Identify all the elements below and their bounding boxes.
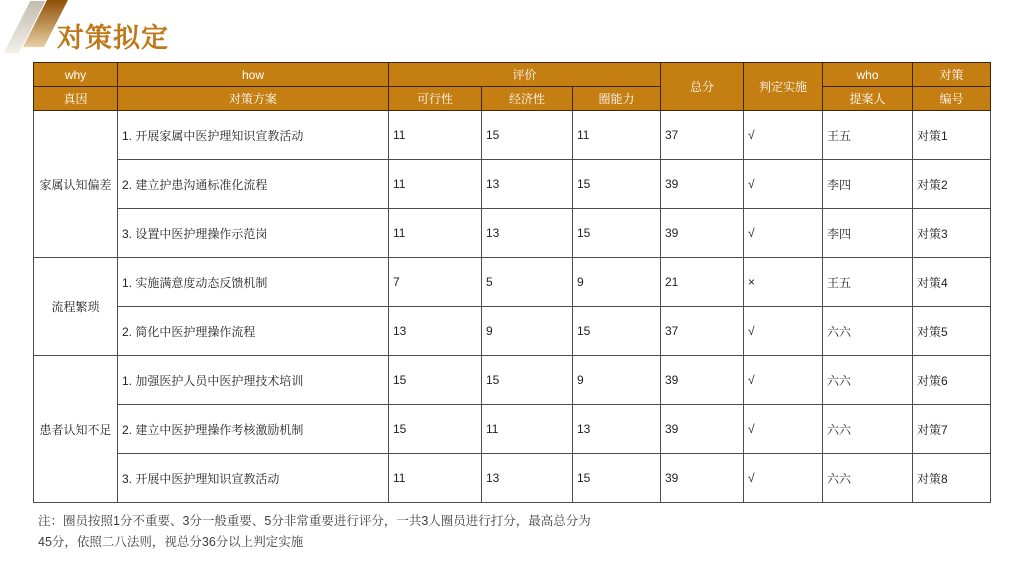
col-plan: 对策方案 xyxy=(118,87,389,111)
total-cell: 21 xyxy=(661,258,744,307)
feasibility-cell: 13 xyxy=(389,307,482,356)
proposer-cell: 王五 xyxy=(823,258,913,307)
number-cell: 对策5 xyxy=(913,307,991,356)
plan-cell: 2. 简化中医护理操作流程 xyxy=(118,307,389,356)
economy-cell: 5 xyxy=(482,258,573,307)
footnote-line-1: 注：圈员按照1分不重要、3分一般重要、5分非常重要进行评分，一共3人圈员进行打分，最高总分为 xyxy=(38,514,591,528)
plan-cell: 2. 建立中医护理操作考核激励机制 xyxy=(118,405,389,454)
plan-cell: 2. 建立护患沟通标准化流程 xyxy=(118,160,389,209)
total-cell: 37 xyxy=(661,307,744,356)
number-cell: 对策8 xyxy=(913,454,991,503)
col-economy: 经济性 xyxy=(482,87,573,111)
total-cell: 39 xyxy=(661,454,744,503)
table-row xyxy=(34,111,991,160)
judgement-cell: √ xyxy=(744,307,823,356)
total-cell: 39 xyxy=(661,356,744,405)
capability-cell: 15 xyxy=(573,307,661,356)
proposer-cell: 六六 xyxy=(823,356,913,405)
cause-cell: 流程繁琐 xyxy=(34,258,118,356)
economy-cell: 9 xyxy=(482,307,573,356)
economy-cell: 13 xyxy=(482,454,573,503)
col-how: how xyxy=(118,63,389,87)
header-row-1 xyxy=(34,63,991,87)
footnote xyxy=(38,511,591,552)
proposer-cell: 六六 xyxy=(823,405,913,454)
footnote-line-2: 45分，依照二八法则，视总分36分以上判定实施 xyxy=(38,534,304,549)
table-row xyxy=(34,258,991,307)
plan-cell: 3. 开展中医护理知识宣教活动 xyxy=(118,454,389,503)
plan-cell: 1. 加强医护人员中医护理技术培训 xyxy=(118,356,389,405)
feasibility-cell: 11 xyxy=(389,111,482,160)
table-row xyxy=(34,454,991,503)
page-title: 对策拟定 xyxy=(57,23,169,53)
proposer-cell: 六六 xyxy=(823,454,913,503)
capability-cell: 15 xyxy=(573,454,661,503)
economy-cell: 15 xyxy=(482,356,573,405)
capability-cell: 15 xyxy=(573,160,661,209)
col-why: why xyxy=(34,63,118,87)
capability-cell: 13 xyxy=(573,405,661,454)
countermeasure-table xyxy=(33,62,991,503)
judgement-cell: √ xyxy=(744,405,823,454)
capability-cell: 15 xyxy=(573,209,661,258)
capability-cell: 9 xyxy=(573,258,661,307)
economy-cell: 13 xyxy=(482,160,573,209)
plan-cell: 3. 设置中医护理操作示范岗 xyxy=(118,209,389,258)
judgement-cell: √ xyxy=(744,356,823,405)
total-cell: 39 xyxy=(661,160,744,209)
table-row xyxy=(34,356,991,405)
judgement-cell: √ xyxy=(744,209,823,258)
capability-cell: 9 xyxy=(573,356,661,405)
proposer-cell: 李四 xyxy=(823,160,913,209)
col-proposer: 提案人 xyxy=(823,87,913,111)
col-evaluation: 评价 xyxy=(389,63,661,87)
cause-cell: 家属认知偏差 xyxy=(34,111,118,258)
judgement-cell: √ xyxy=(744,111,823,160)
plan-cell: 1. 开展家属中医护理知识宣教活动 xyxy=(118,111,389,160)
economy-cell: 15 xyxy=(482,111,573,160)
table-row xyxy=(34,160,991,209)
feasibility-cell: 15 xyxy=(389,405,482,454)
proposer-cell: 李四 xyxy=(823,209,913,258)
cause-cell: 患者认知不足 xyxy=(34,356,118,503)
number-cell: 对策7 xyxy=(913,405,991,454)
capability-cell: 11 xyxy=(573,111,661,160)
col-judgement: 判定实施 xyxy=(744,63,823,111)
col-measure: 对策 xyxy=(913,63,991,87)
table-row xyxy=(34,209,991,258)
col-true-cause: 真因 xyxy=(34,87,118,111)
feasibility-cell: 11 xyxy=(389,160,482,209)
judgement-cell: √ xyxy=(744,454,823,503)
economy-cell: 11 xyxy=(482,405,573,454)
number-cell: 对策3 xyxy=(913,209,991,258)
number-cell: 对策4 xyxy=(913,258,991,307)
judgement-cell: × xyxy=(744,258,823,307)
feasibility-cell: 7 xyxy=(389,258,482,307)
col-who: who xyxy=(823,63,913,87)
table-row xyxy=(34,307,991,356)
plan-cell: 1. 实施满意度动态反馈机制 xyxy=(118,258,389,307)
feasibility-cell: 11 xyxy=(389,454,482,503)
judgement-cell: √ xyxy=(744,160,823,209)
col-total: 总分 xyxy=(661,63,744,111)
feasibility-cell: 11 xyxy=(389,209,482,258)
total-cell: 39 xyxy=(661,209,744,258)
total-cell: 37 xyxy=(661,111,744,160)
total-cell: 39 xyxy=(661,405,744,454)
feasibility-cell: 15 xyxy=(389,356,482,405)
proposer-cell: 六六 xyxy=(823,307,913,356)
number-cell: 对策6 xyxy=(913,356,991,405)
number-cell: 对策1 xyxy=(913,111,991,160)
number-cell: 对策2 xyxy=(913,160,991,209)
table-row xyxy=(34,405,991,454)
header-row-2 xyxy=(34,87,991,111)
proposer-cell: 王五 xyxy=(823,111,913,160)
col-capability: 圈能力 xyxy=(573,87,661,111)
col-feasibility: 可行性 xyxy=(389,87,482,111)
economy-cell: 13 xyxy=(482,209,573,258)
col-number: 编号 xyxy=(913,87,991,111)
